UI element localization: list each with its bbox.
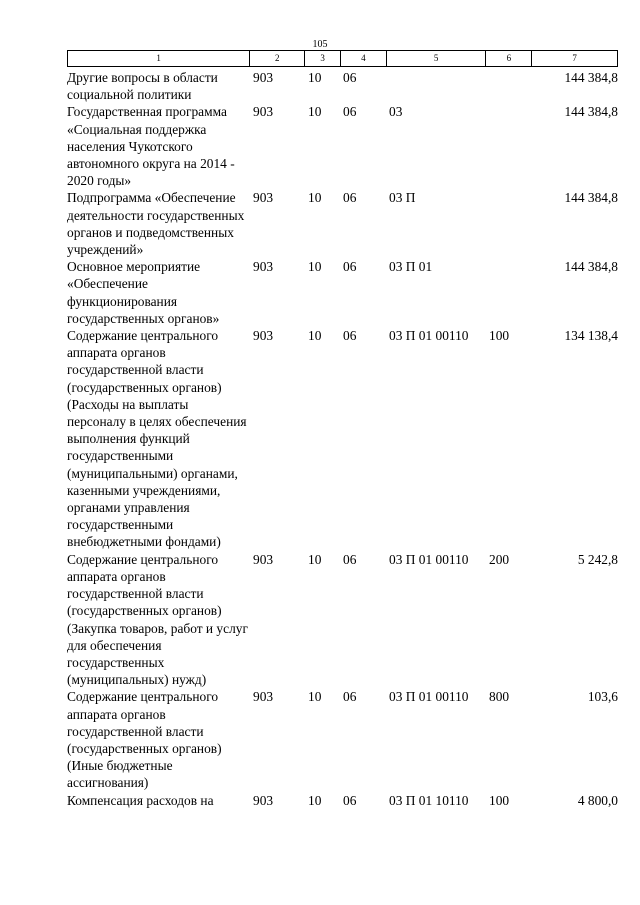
- row-amount: 4 800,0: [577, 792, 618, 808]
- row-code-ministry: 903: [253, 792, 274, 808]
- row-amount: 103,6: [587, 689, 618, 705]
- row-expense-type: 100: [489, 792, 510, 808]
- row-amount: 144 384,8: [564, 259, 618, 275]
- table-row: [67, 327, 618, 551]
- row-target-article: 03 П: [389, 190, 416, 206]
- row-name: Содержание центрального аппарата органов государственной власти (государственных органов) (Иные бюджетные ассигнования): [67, 689, 222, 791]
- row-expense-type: [487, 189, 533, 258]
- row-expense-type: [487, 103, 533, 189]
- table-row: [67, 189, 618, 258]
- row-section: 10: [308, 328, 322, 344]
- row-expense-type: 800: [489, 689, 510, 705]
- table-row: [67, 792, 618, 809]
- row-section: 10: [308, 259, 322, 275]
- header-col-2: 2: [250, 51, 305, 66]
- row-name: Государственная программа «Социальная поддержка населения Чукотского автономного округа на 2014 - 2020 годы»: [67, 104, 235, 189]
- row-subsection: 06: [343, 792, 357, 808]
- row-section: 10: [308, 792, 322, 808]
- row-subsection: 06: [343, 328, 357, 344]
- row-section: 10: [308, 190, 322, 206]
- row-target-article: 03 П 01 00110: [389, 689, 469, 705]
- table-row: [67, 103, 618, 189]
- row-amount: 144 384,8: [564, 104, 618, 120]
- row-amount: 144 384,8: [564, 190, 618, 206]
- row-name: Подпрограмма «Обеспечение деятельности государственных органов и подведомственных учреждений»: [67, 190, 245, 258]
- row-code-ministry: 903: [253, 70, 274, 85]
- row-name: Компенсация расходов на: [67, 792, 214, 808]
- row-expense-type: 200: [489, 551, 510, 567]
- row-name: Другие вопросы в области социальной политики: [67, 70, 218, 103]
- table-row: [67, 688, 618, 791]
- row-amount: 5 242,8: [577, 551, 618, 567]
- row-code-ministry: 903: [253, 104, 274, 120]
- row-code-ministry: 903: [253, 259, 274, 275]
- header-col-6: 6: [486, 51, 532, 66]
- row-section: 10: [308, 104, 322, 120]
- header-col-4: 4: [341, 51, 387, 66]
- row-target-article: 03 П 01 00110: [389, 551, 469, 567]
- row-subsection: 06: [343, 551, 357, 567]
- row-expense-type: [487, 258, 533, 327]
- table-body: [67, 69, 618, 809]
- row-code-ministry: 903: [253, 190, 274, 206]
- row-section: 10: [308, 551, 322, 567]
- table-row: [67, 551, 618, 689]
- row-target-article: 03 П 01 00110: [389, 328, 469, 344]
- table-row: [67, 69, 618, 103]
- row-amount: 134 138,4: [564, 328, 618, 344]
- row-name: Содержание центрального аппарата органов государственной власти (государственных органов) (Расходы на выплаты персоналу в целях обеспечения выполнения функций государственными (муниципальными) органами, казенными учреждениями, органами управления государственными внебюджетными фондами): [67, 328, 247, 550]
- row-subsection: 06: [343, 259, 357, 275]
- header-col-3: 3: [305, 51, 341, 66]
- row-amount: 144 384,8: [564, 70, 618, 85]
- row-name: Основное мероприятие «Обеспечение функционирования государственных органов»: [67, 259, 220, 326]
- header-col-5: 5: [387, 51, 487, 66]
- header-col-1: 1: [68, 51, 250, 66]
- row-section: 10: [308, 689, 322, 705]
- row-target-article: 03: [389, 104, 403, 120]
- row-expense-type: [487, 69, 533, 103]
- row-subsection: 06: [343, 70, 357, 85]
- row-expense-type: 100: [489, 328, 510, 344]
- row-code-ministry: 903: [253, 689, 274, 705]
- row-subsection: 06: [343, 190, 357, 206]
- row-subsection: 06: [343, 689, 357, 705]
- row-subsection: 06: [343, 104, 357, 120]
- page-number: 105: [312, 39, 328, 50]
- row-target-article: [387, 69, 487, 103]
- row-code-ministry: 903: [253, 328, 274, 344]
- table-row: [67, 258, 618, 327]
- row-target-article: 03 П 01: [389, 259, 433, 275]
- row-target-article: 03 П 01 10110: [389, 792, 469, 808]
- row-code-ministry: 903: [253, 551, 274, 567]
- table-header: [67, 50, 618, 67]
- row-name: Содержание центрального аппарата органов государственной власти (государственных органов) (Закупка товаров, работ и услуг для обеспечения государственных (муниципальных) нужд): [67, 551, 248, 688]
- row-section: 10: [308, 70, 322, 85]
- header-col-7: 7: [572, 53, 577, 63]
